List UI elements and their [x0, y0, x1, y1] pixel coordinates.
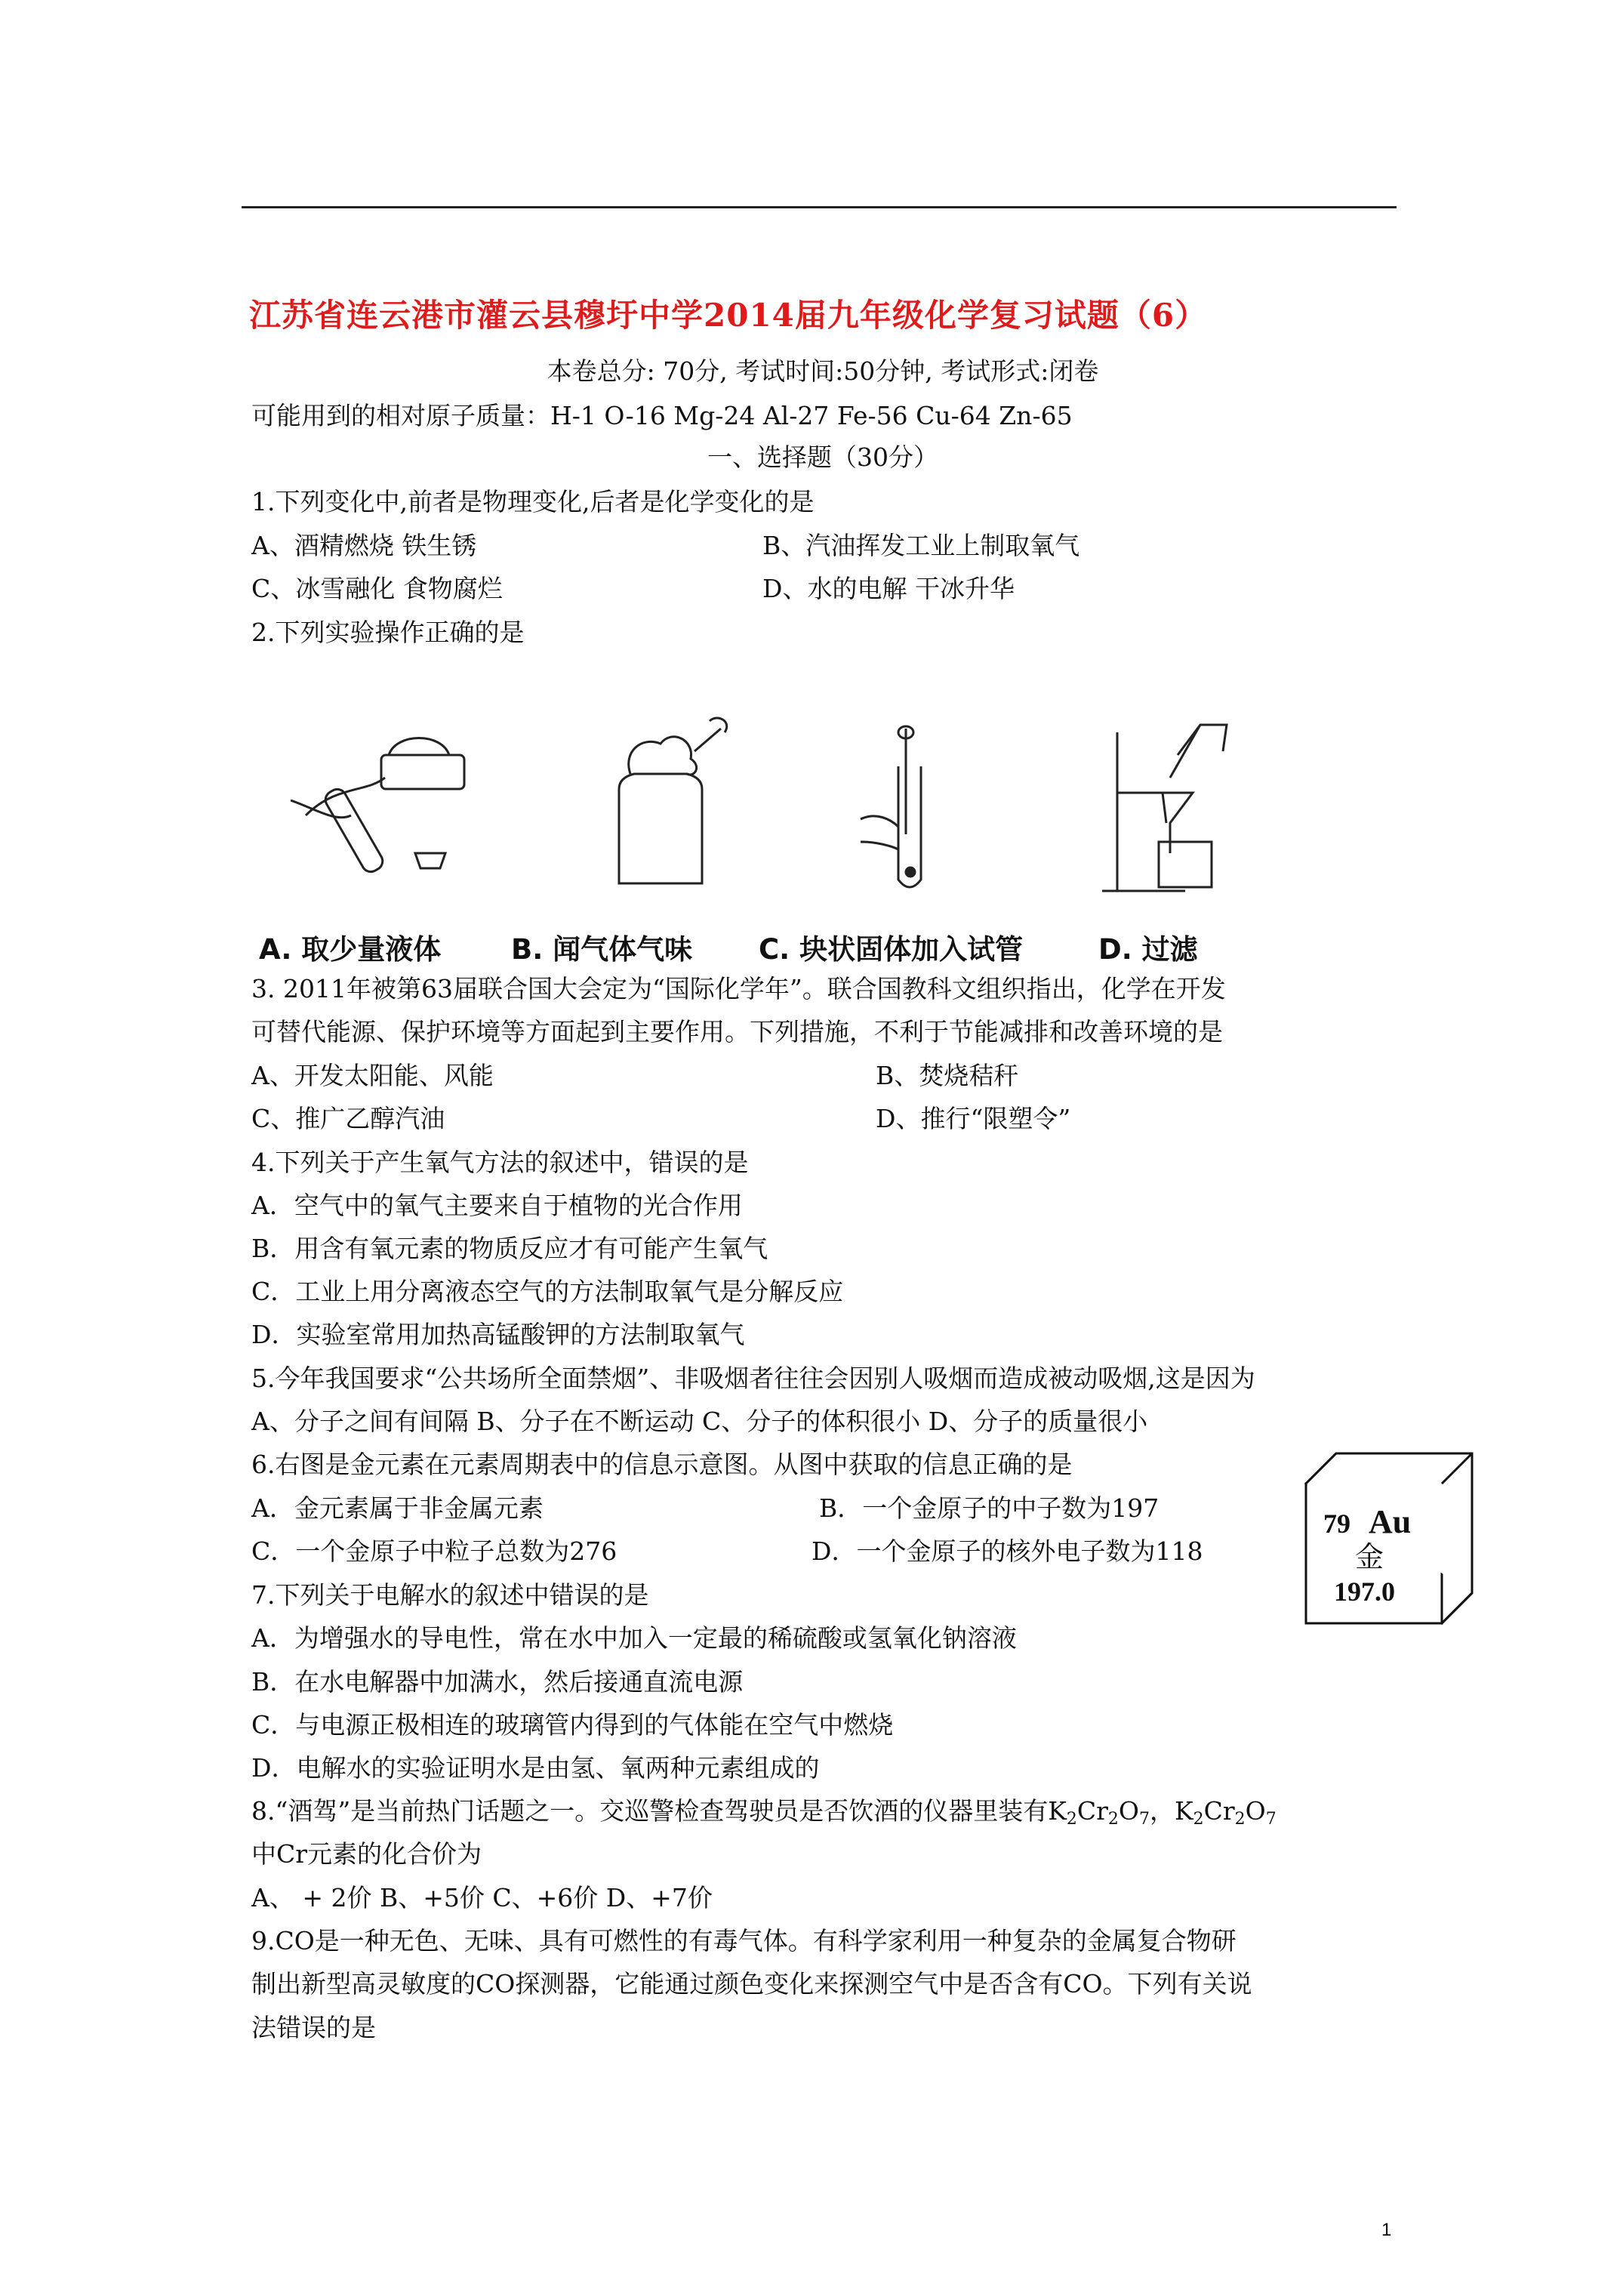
q5-stem: 5.今年我国要求“公共场所全面禁烟”、非吸烟者往往会因别人吸烟而造成被动吸烟,这是因为 [251, 1364, 1255, 1393]
q3-line2: 可替代能源、保护环境等方面起到主要作用。下列措施，不利于节能减排和改善环境的是 [251, 1017, 1223, 1046]
q1-option-d: D、水的电解 干冰升华 [762, 574, 1015, 603]
q9-line1: 9.CO是一种无色、无味、具有可燃性的有毒气体。有科学家利用一种复杂的金属复合物研 [251, 1926, 1236, 1955]
q8-line2: 中Cr元素的化合价为 [251, 1839, 482, 1869]
q1-option-c: C、冰雪融化 食物腐烂 [251, 574, 503, 603]
q8-stem [251, 1796, 1277, 1835]
q4-option-d: D．实验室常用加热高锰酸钾的方法制取氧气 [251, 1320, 745, 1349]
formula-sub: 2 [1107, 1810, 1119, 1829]
formula-sub: 2 [1193, 1810, 1204, 1829]
formula-k: K [1174, 1796, 1193, 1826]
formula-cr: Cr [1076, 1796, 1108, 1826]
q5-options: A、分子之间有间隔 B、分子在不断运动 C、分子的体积很小 D、分子的质量很小 [251, 1407, 1148, 1436]
element-mass: 197.0 [1334, 1576, 1395, 1607]
q1-option-b: B、汽油挥发工业上制取氧气 [762, 531, 1080, 560]
q4-option-b: B．用含有氧元素的物质反应才有可能产生氧气 [251, 1234, 768, 1263]
q2-caption-c: C. 块状固体加入试管 [759, 933, 1024, 966]
q2-caption-b: B. 闻气体气味 [511, 933, 693, 966]
q8-stem-text: 8.“酒驾”是当前热门话题之一。交巡警检查驾驶员是否饮酒的仪器里装有 [251, 1796, 1049, 1826]
q6-option-a: A．金元素属于非金属元素 [251, 1493, 544, 1523]
q6-option-d: D．一个金原子的核外电子数为118 [812, 1536, 1203, 1566]
q6-stem: 6.右图是金元素在元素周期表中的信息示意图。从图中获取的信息正确的是 [251, 1450, 1073, 1479]
q1-stem: 1.下列变化中,前者是物理变化,后者是化学变化的是 [251, 487, 815, 516]
formula-o: O [1118, 1796, 1139, 1826]
section-heading: 一、选择题（30分） [707, 442, 938, 472]
q3-line1: 3. 2011年被第63届联合国大会定为“国际化学年”。联合国教科文组织指出，化学在开发 [251, 974, 1226, 1003]
q7-option-a: A．为增强水的导电性，常在水中加入一定最的稀硫酸或氢氧化钠溶液 [251, 1623, 1017, 1653]
page-number: 1 [1381, 2220, 1392, 2240]
q6-option-c: C．一个金原子中粒子总数为276 [251, 1536, 617, 1566]
q4-stem: 4.下列关于产生氧气方法的叙述中，错误的是 [251, 1148, 749, 1177]
figure-b-smelling-gas [589, 713, 740, 895]
figure-c-solid-to-tube [853, 721, 974, 902]
formula-o: O [1245, 1796, 1266, 1826]
formula-sub: 7 [1138, 1810, 1150, 1829]
q2-caption-a: A. 取少量液体 [259, 933, 442, 966]
q9-line2: 制出新型高灵敏度的CO探测器，它能通过颜色变化来探测空气中是否含有CO。下列有关说 [251, 1969, 1252, 1999]
formula-cr: Cr [1203, 1796, 1235, 1826]
q3-option-d: D、推行“限塑令” [876, 1104, 1071, 1133]
formula-sub: 7 [1265, 1810, 1277, 1829]
q4-option-c: C．工业上用分离液态空气的方法制取氧气是分解反应 [251, 1277, 844, 1306]
q9-line3: 法错误的是 [251, 2013, 376, 2042]
q7-stem: 7.下列关于电解水的叙述中错误的是 [251, 1580, 649, 1610]
q4-option-a: A．空气中的氧气主要来自于植物的光合作用 [251, 1191, 743, 1220]
q7-option-b: B．在水电解器中加满水，然后接通直流电源 [251, 1667, 744, 1697]
q6-option-b: B．一个金原子的中子数为197 [819, 1493, 1160, 1523]
atomic-masses: 可能用到的相对原子质量：H-1 O-16 Mg-24 Al-27 Fe-56 Cu-64 Zn-65 [251, 401, 1073, 430]
element-number: 79 [1323, 1509, 1350, 1539]
q8-options: A、 + 2价 B、+5价 C、+6价 D、+7价 [251, 1883, 713, 1912]
element-symbol: Au [1369, 1503, 1412, 1540]
figure-a-pouring-liquid [291, 725, 487, 891]
figure-d-filtration [1095, 710, 1261, 898]
q2-stem: 2.下列实验操作正确的是 [251, 618, 525, 647]
q3-option-a: A、开发太阳能、风能 [251, 1061, 494, 1090]
q1-option-a: A、酒精燃烧 铁生锈 [251, 531, 477, 560]
element-name: 金 [1355, 1540, 1384, 1573]
header-rule [242, 206, 1397, 208]
exam-title: 江苏省连云港市灌云县穆圩中学2014届九年级化学复习试题（6） [249, 297, 1208, 334]
formula-k: K [1048, 1796, 1067, 1826]
formula-sub: 2 [1066, 1810, 1077, 1829]
q3-option-b: B、焚烧秸秆 [876, 1061, 1019, 1090]
q2-caption-d: D. 过滤 [1098, 933, 1198, 966]
q3-option-c: C、推广乙醇汽油 [251, 1104, 445, 1133]
gold-element-box [1302, 1450, 1476, 1631]
formula-comma: ， [1149, 1796, 1175, 1826]
exam-info: 本卷总分: 70分, 考试时间:50分钟, 考试形式:闭卷 [547, 356, 1099, 386]
q7-option-d: D．电解水的实验证明水是由氢、氧两种元素组成的 [251, 1753, 820, 1783]
formula-sub: 2 [1234, 1810, 1246, 1829]
q7-option-c: C．与电源正极相连的玻璃管内得到的气体能在空气中燃烧 [251, 1710, 894, 1740]
